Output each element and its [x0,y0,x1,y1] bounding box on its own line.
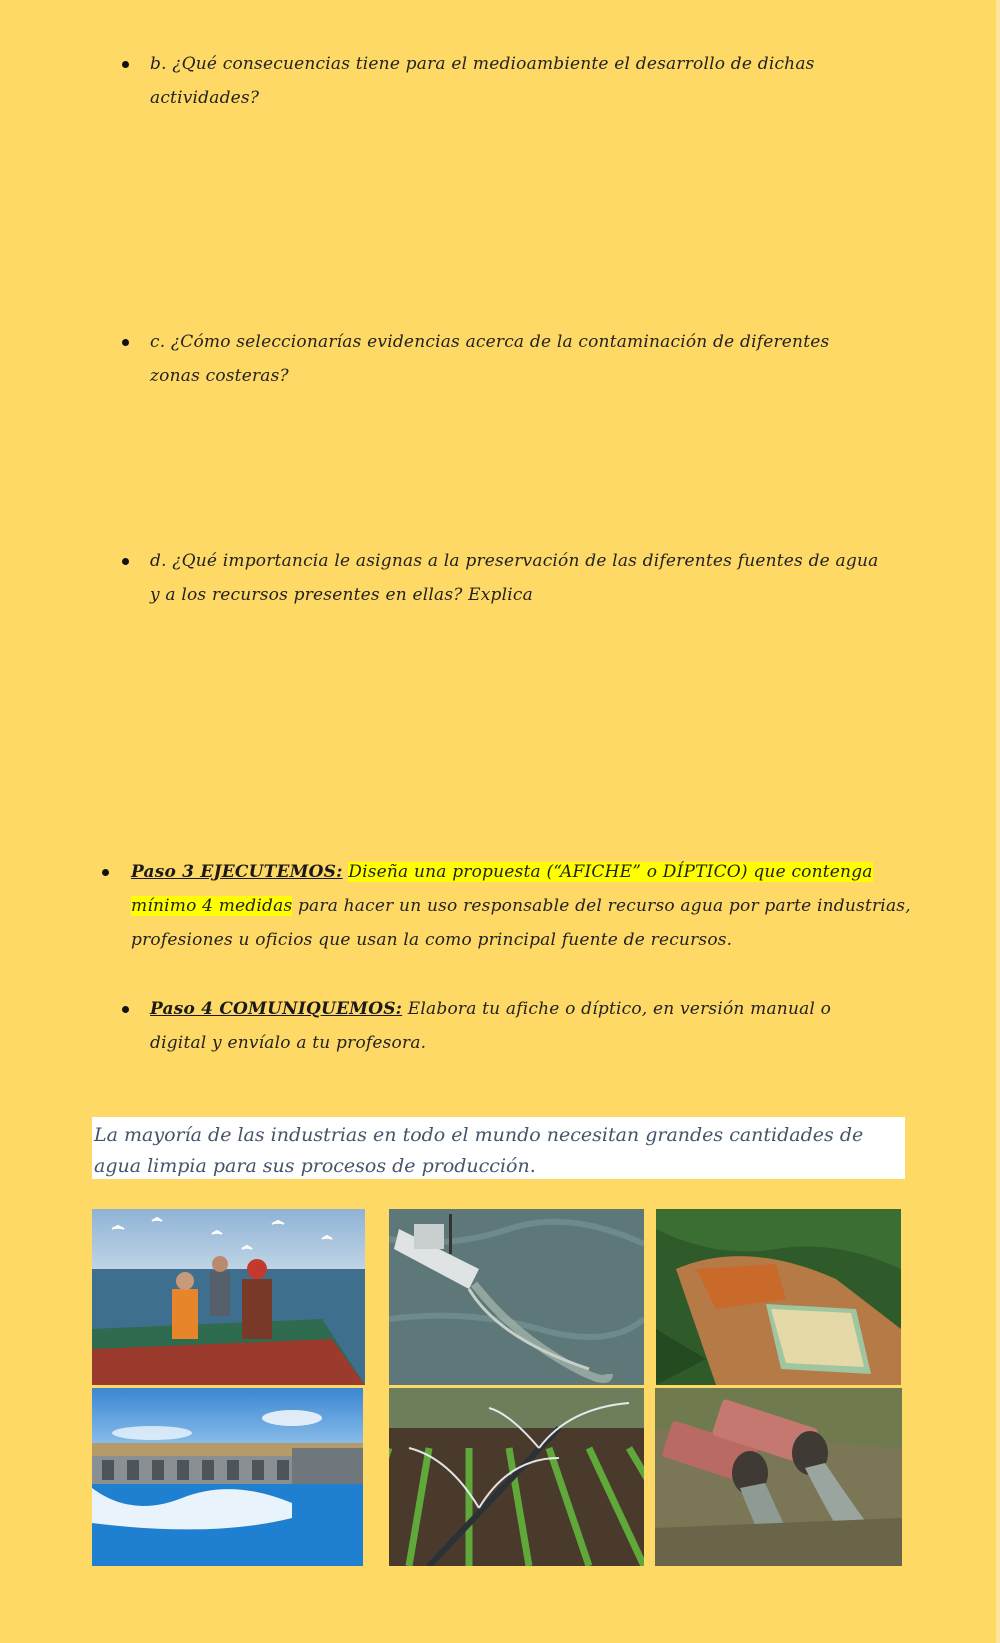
bullet [102,869,109,876]
bullet [122,339,129,346]
mining-pond-photo [656,1209,901,1385]
paso3-text: para hacer un uso responsable del recurso agua por parte industrias, profesiones u oficios que usan la como principal fuente de recursos. [131,896,911,950]
bullet [122,1006,129,1013]
paso4-title: Paso 4 COMUNIQUEMOS: [150,999,403,1019]
dam-photo [92,1388,363,1566]
paso4-paragraph [150,992,880,1060]
paso3-title: Paso 3 EJECUTEMOS: [131,862,343,882]
paso4-text: Elabora tu afiche o díptico, en versión manual o digital y envíalo a tu profesora. [150,999,832,1053]
fishermen-photo [92,1209,365,1385]
industry-water-note: La mayoría de las industrias en todo el mundo necesitan grandes cantidades de agua limpia para sus procesos de producción. [92,1117,905,1179]
trawler-photo [389,1209,644,1385]
irrigation-photo [389,1388,644,1566]
question-c: c. ¿Cómo seleccionarías evidencias acerca de la contaminación de diferentes zonas costeras? [150,332,830,386]
pipes-photo [655,1388,902,1566]
bullet [122,558,129,565]
paso3-highlight: Diseña una propuesta (“AFICHE” o DÍPTICO) que contenga mínimo 4 medidas [131,862,873,916]
bullet [122,61,129,68]
question-d: d. ¿Qué importancia le asignas a la preservación de las diferentes fuentes de agua y a los recursos presentes en ellas? Explica [150,551,879,605]
paso3-paragraph [131,855,911,957]
question-b: b. ¿Qué consecuencias tiene para el medioambiente el desarrollo de dichas actividades? [150,54,815,108]
page-edge [996,0,1000,1643]
